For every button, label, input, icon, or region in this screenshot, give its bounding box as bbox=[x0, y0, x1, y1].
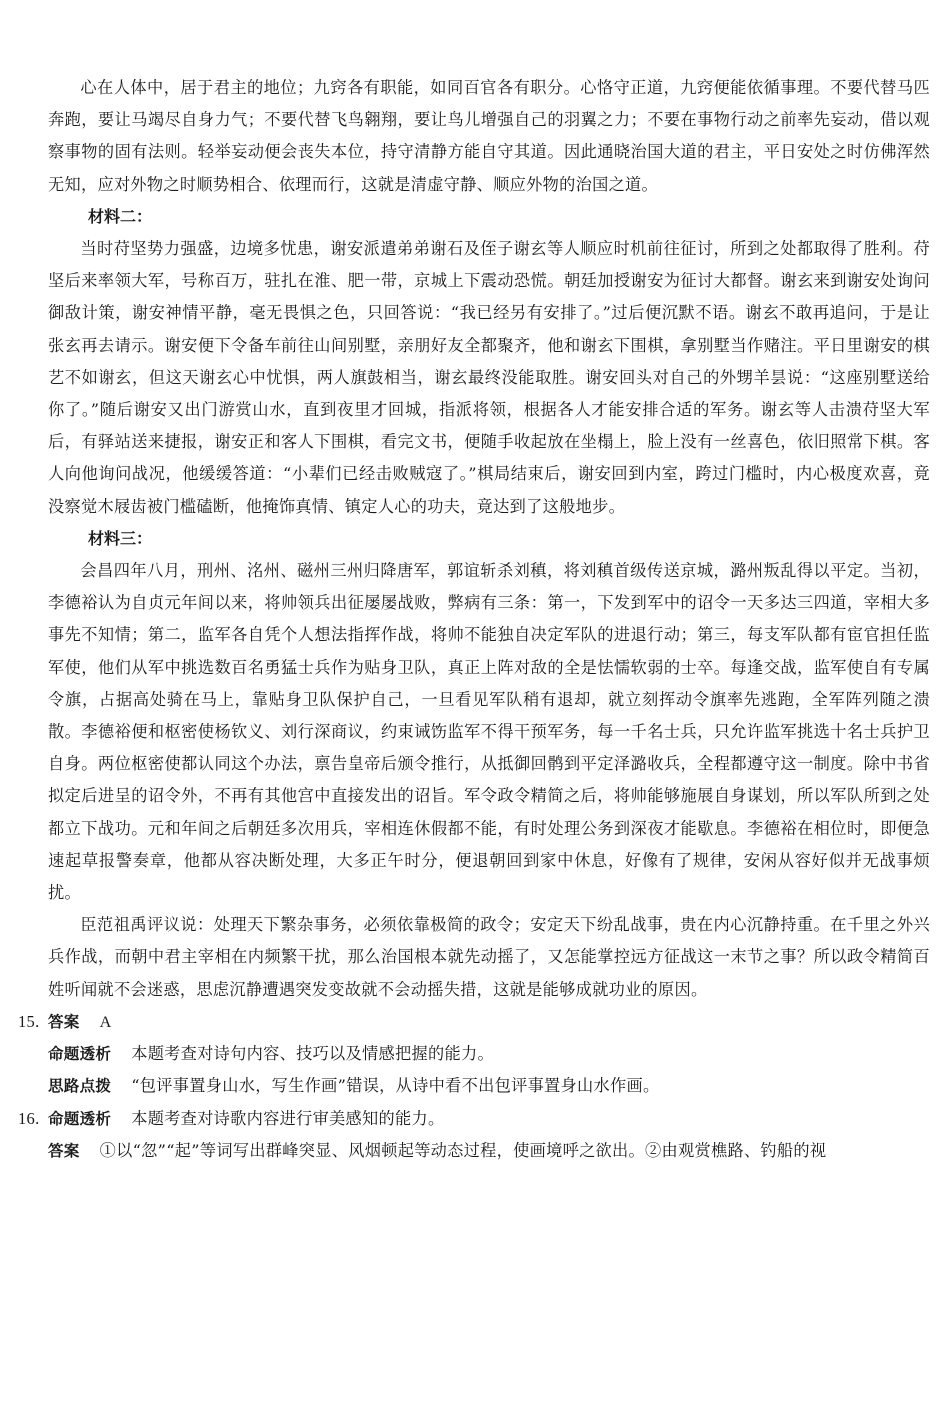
material-two-paragraph: 当时苻坚势力强盛，边境多忧患，谢安派遣弟弟谢石及侄子谢玄等人顺应时机前往征讨，所到之处都取得了胜利。苻坚后来率领大军，号称百万，驻扎在淮、肥一带，京城上下震动恐慌。朝廷加授谢安为征讨大都督。谢玄来到谢安处询问御敌计策，谢安神情平静，毫无畏惧之色，只回答说：“我已经另有安排了。”过后便沉默不语。谢玄不敢再追问，于是让张玄再去请示。谢安便下令备车前往山间别墅，亲朋好友全都聚齐，他和谢玄下围棋，拿别墅当作赌注。平日里谢安的棋艺不如谢玄，但这天谢玄心中忧惧，两人旗鼓相当，谢玄最终没能取胜。谢安回头对自己的外甥羊昙说：“这座别墅送给你了。”随后谢安又出门游赏山水，直到夜里才回城，指派将领，根据各人才能安排合适的军务。谢玄等人击溃苻坚大军后，有驿站送来捷报，谢安正和客人下围棋，看完文书，便随手收起放在坐榻上，脸上没有一丝喜色，依旧照常下棋。客人向他询问战况，他缓缓答道：“小辈们已经击败贼寇了。”棋局结束后，谢安回到内室，跨过门槛时，内心极度欢喜，竟没察觉木屐齿被门槛磕断，他掩饰真情、镇定人心的功夫，竟达到了这般地步。 bbox=[48, 239, 930, 516]
q15-hint-line bbox=[48, 1070, 930, 1102]
material-three-heading: 材料三： bbox=[88, 528, 153, 548]
q15-hint-label: 思路点拨 bbox=[48, 1077, 112, 1096]
q16-analysis-line bbox=[18, 1103, 930, 1135]
q16-answer-line bbox=[48, 1135, 930, 1167]
material-one-paragraph: 心在人体中，居于君主的地位；九窍各有职能，如同百官各有职分。心恪守正道，九窍便能依循事理。不要代替马匹奔跑，要让马竭尽自身力气；不要代替飞鸟翱翔，要让鸟儿增强自己的羽翼之力；不要在事物行动之前率先妄动，借以观察事物的固有法则。轻举妄动便会丧失本位，持守清静方能自守其道。因此通晓治国大道的君主，平日安处之时仿佛浑然无知，应对外物之时顺势相合、依理而行，这就是清虚守静、顺应外物的治国之道。 bbox=[48, 78, 930, 194]
page bbox=[0, 72, 950, 1167]
q15-analysis-label: 命题透析 bbox=[48, 1045, 112, 1064]
q16-answer-label: 答案 bbox=[48, 1141, 80, 1160]
q16-analysis-text: 本题考查对诗歌内容进行审美感知的能力。 bbox=[131, 1108, 445, 1128]
q15-answer-line bbox=[18, 1006, 930, 1038]
q15-hint-text: “包评事置身山水，写生作画”错误，从诗中看不出包评事置身山水作画。 bbox=[131, 1076, 660, 1096]
material-three-paragraph-2: 臣范祖禹评议说：处理天下繁杂事务，必须依靠极简的政令；安定天下纷乱战事，贵在内心沉静持重。在千里之外兴兵作战，而朝中君主宰相在内频繁干扰，那么治国根本就先动摇了，又怎能掌控远方征战这一末节之事？所以政令精简百姓听闻就不会迷惑，思虑沉静遭遇突发变故就不会动摇失措，这就是能够成就功业的原因。 bbox=[48, 915, 930, 999]
material-two-heading: 材料二： bbox=[88, 206, 153, 226]
q15-number: 15. bbox=[18, 1011, 40, 1031]
q15-answer-value: A bbox=[99, 1012, 112, 1031]
q16-answer-text: ①以“忽”“起”等词写出群峰突显、风烟顿起等动态过程，使画境呼之欲出。②由观赏樵路、钓船的视 bbox=[99, 1140, 827, 1160]
q15-analysis-line bbox=[48, 1038, 930, 1070]
q15-analysis-text: 本题考查对诗句内容、技巧以及情感把握的能力。 bbox=[131, 1044, 494, 1064]
q16-number: 16. bbox=[18, 1108, 40, 1128]
q15-answer-label: 答案 bbox=[48, 1012, 80, 1031]
q16-analysis-label: 命题透析 bbox=[48, 1109, 112, 1128]
material-three-paragraph-1: 会昌四年八月，刑州、洺州、磁州三州归降唐军，郭谊斩杀刘稹，将刘稹首级传送京城，潞州叛乱得以平定。当初，李德裕认为自贞元年间以来，将帅领兵出征屡屡战败，弊病有三条：第一，下发到军中的诏令一天多达三四道，宰相大多事先不知情；第二，监军各自凭个人想法指挥作战，将帅不能独自决定军队的进退行动；第三，每支军队都有宦官担任监军使，他们从军中挑选数百名勇猛士兵作为贴身卫队，真正上阵对敌的全是怯懦软弱的士卒。每逢交战，监军使自有专属令旗，占据高处骑在马上，靠贴身卫队保护自己，一旦看见军队稍有退却，就立刻挥动令旗率先逃跑，全军阵列随之溃散。李德裕便和枢密使杨钦义、刘行深商议，约束诫饬监军不得干预军务，每一千名士兵，只允许监军挑选十名士兵护卫自身。两位枢密使都认同这个办法，禀告皇帝后颁令推行，从抵御回鹘到平定泽潞收兵，全程都遵守这一制度。除中书省拟定后进呈的诏令外，不再有其他宫中直接发出的诏旨。军令政令精简之后，将帅能够施展自身谋划，所以军队所到之处都立下战功。元和年间之后朝廷多次用兵，宰相连休假都不能，有时处理公务到深夜才能歇息。李德裕在相位时，即便急速起草报警奏章，他都从容决断处理，大多正午时分，便退朝回到家中休息，好像有了规律，安闲从容好似并无战事烦扰。 bbox=[48, 561, 930, 903]
